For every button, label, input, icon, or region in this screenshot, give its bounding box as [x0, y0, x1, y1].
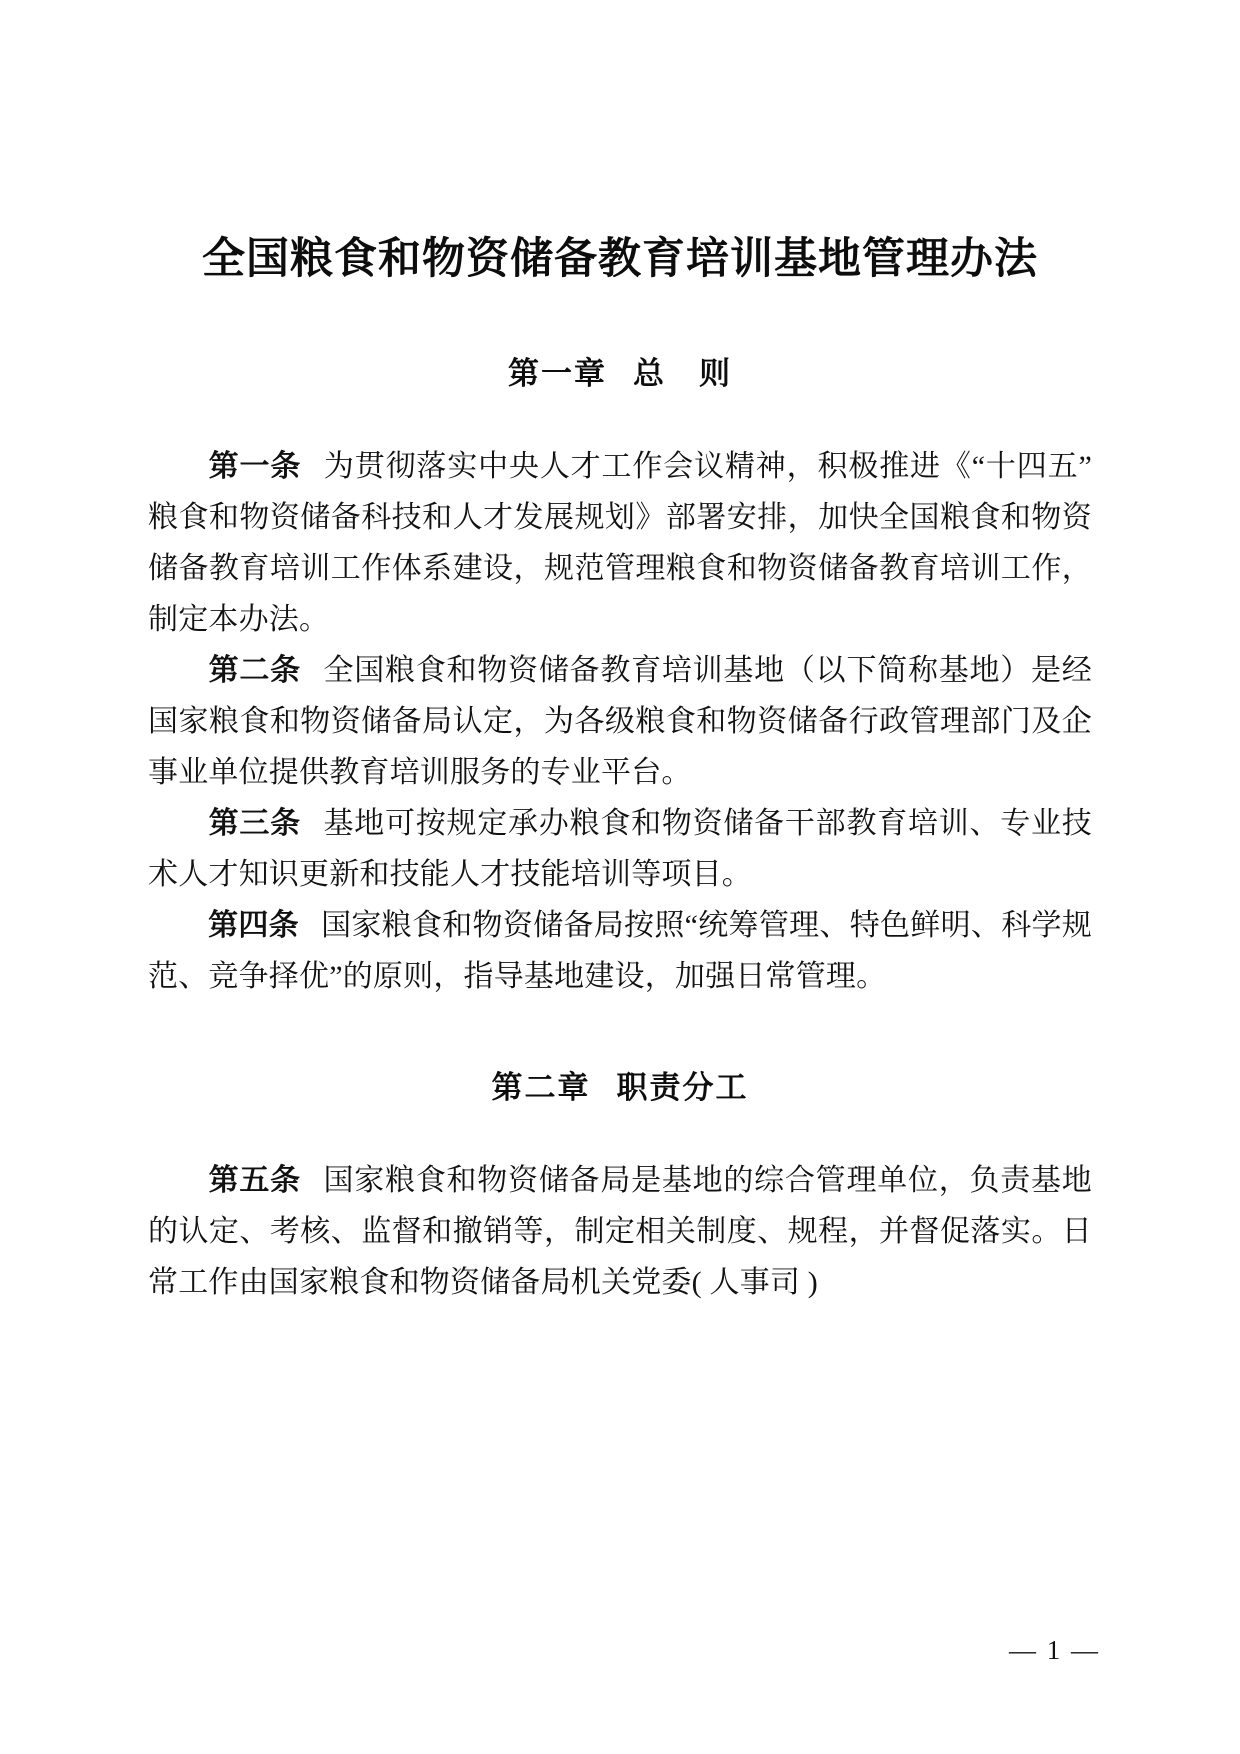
chapter-heading-1: [148, 348, 1092, 393]
article-paragraph: [148, 1155, 1092, 1308]
chapter-heading-1-title: 总 则: [633, 355, 732, 391]
article-text: 为贯彻落实中央人才工作会议精神，积极推进《“十四五”粮食和物资储备科技和人才发展规划》部署安排，加快全国粮食和物资储备教育培训工作体系建设，规范管理粮食和物资储备教育培训工作，制定本办法。: [148, 449, 1092, 636]
article-text: 国家粮食和物资储备局按照“统筹管理、特色鲜明、科学规范、竞争择优”的原则，指导基地建设，加强日常管理。: [148, 908, 1092, 993]
document-body: [148, 232, 1092, 1308]
chapter-heading-2: [148, 1062, 1092, 1107]
article-label: 第五条: [208, 1163, 301, 1197]
page-number: — 1 —: [1009, 1635, 1100, 1665]
article-paragraph: [148, 645, 1092, 798]
article-paragraph: [148, 900, 1092, 1002]
chapter-heading-2-number: 第二章: [491, 1069, 591, 1105]
article-label: 第二条: [208, 653, 301, 687]
page-title: 全国粮食和物资储备教育培训基地管理办法: [202, 236, 1038, 283]
article-label: 第一条: [208, 449, 302, 483]
article-text: 国家粮食和物资储备局是基地的综合管理单位，负责基地的认定、考核、监督和撤销等，制定相关制度、规程，并督促落实。日常工作由国家粮食和物资储备局机关党委( 人事司 ): [148, 1163, 1093, 1299]
article-text: 基地可按规定承办粮食和物资储备干部教育培训、专业技术人才知识更新和技能人才技能培训等项目。: [148, 806, 1093, 891]
article-text: 全国粮食和物资储备教育培训基地（以下简称基地）是经国家粮食和物资储备局认定，为各级粮食和物资储备行政管理部门及企事业单位提供教育培训服务的专业平台。: [148, 653, 1093, 789]
article-label: 第三条: [208, 806, 301, 840]
article-paragraph: [148, 798, 1092, 900]
article-label: 第四条: [208, 908, 299, 942]
article-paragraph: [148, 441, 1092, 645]
chapter-heading-1-number: 第一章: [508, 355, 607, 391]
chapter-heading-2-title: 职责分工: [616, 1069, 749, 1105]
